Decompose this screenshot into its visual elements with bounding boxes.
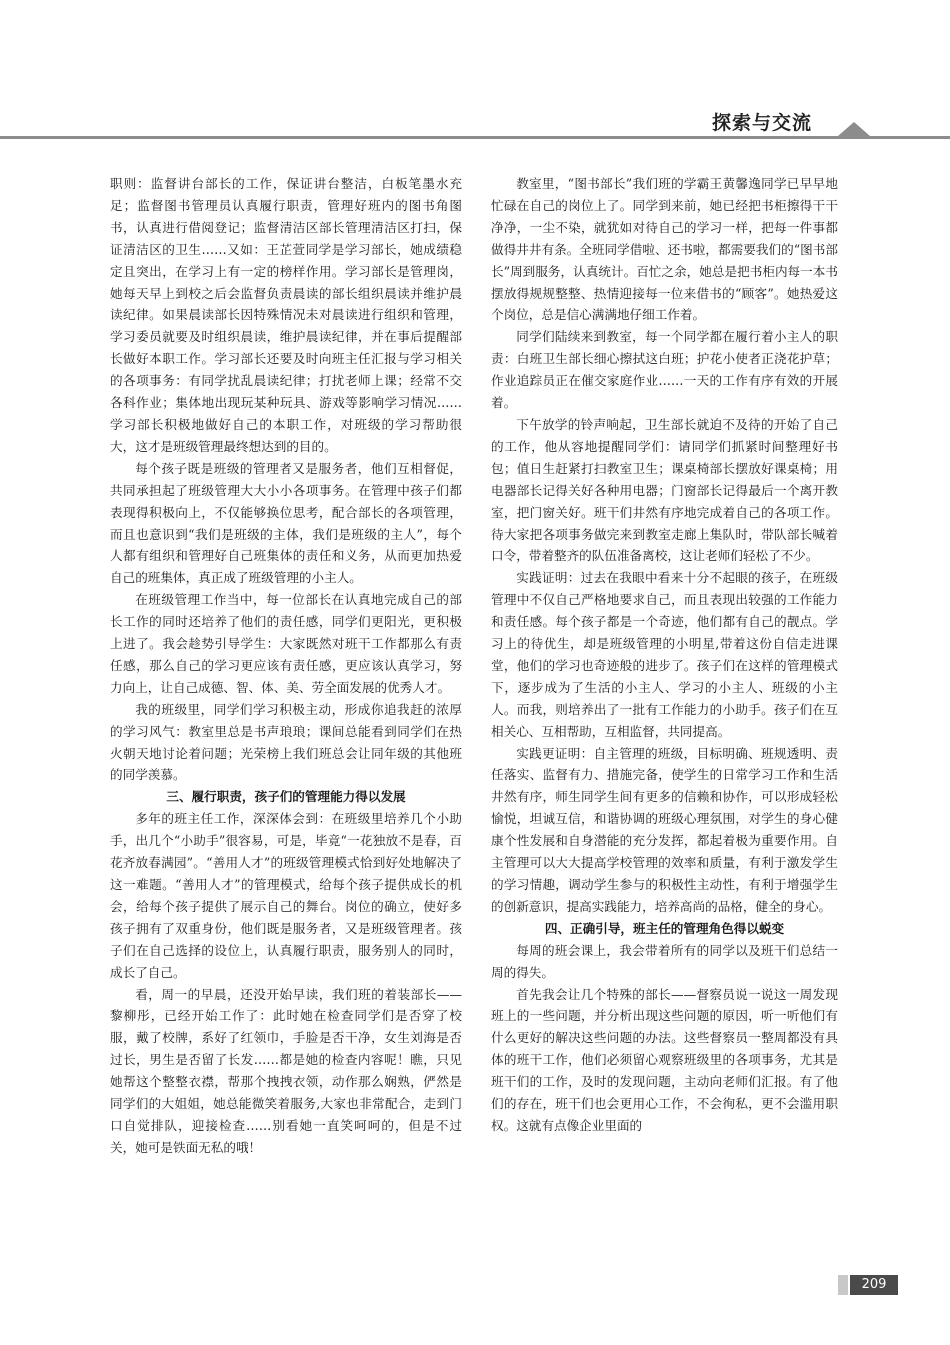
paragraph: 同学们陆续来到教室，每一个同学都在履行着小主人的职责：白班卫生部长细心擦拭这白班；护花小使者正浇花护草；作业追踪员正在催交家庭作业……一天的工作有序有效的开展着。	[491, 329, 838, 411]
paragraph: 每个孩子既是班级的管理者又是服务者，他们互相督促，共同承担起了班级管理大大小小各项事务。在管理中孩子们都表现得积极向上，不仅能够换位思考，配合部长的各项管理，而且也意识到“我们是班级的主体，我们是班级的主人”，每个人都有组织和管理好自己班集体的责任和义务，从而更加热爱自己的班集体，真正成了班级管理的小主人。	[110, 460, 462, 586]
section-heading: 四、正确引导，班主任的管理角色得以蜕变	[544, 920, 785, 936]
page-number-bar	[838, 1275, 848, 1295]
paragraph: 下午放学的铃声响起，卫生部长就迫不及待的开始了自己的工作，他从容地提醒同学们：请同学们抓紧时间整理好书包；值日生赶紧打扫教室卫生；课桌椅部长摆放好课桌椅；用电器部长记得关好各种用电器；门窗部长记得最后一个离开教室，把门窗关好。班干们井然有序地完成着自己的各项工作。待大家把各项事务做完来到教室走廊上集队时，带队部长喊着口令，带着整齐的队伍准备离校，这让老师们轻松了不少。	[491, 416, 838, 564]
paragraph: 多年的班主任工作，深深体会到：在班级里培养几个小助手，出几个“小助手”很容易，可是，毕竟“一花独放不是春，百花齐放春满园”。“善用人才”的班级管理模式恰到好处地解决了这一难题。“善用人才”的管理模式，给每个孩子提供成长的机会，给每个孩子提供了展示自己的舞台。岗位的确立，使好多孩子拥有了双重身份，他们既是服务者，又是班级管理者。孩子们在自己选择的设位上，认真履行职责，服务别人的同时，成长了自己。	[110, 811, 462, 980]
paragraph: 教室里，“图书部长”我们班的学霸王黄馨逸同学已早早地忙碌在自己的岗位上了。同学到来前，她已经把书柜擦得干干净净，一尘不染，就犹如对待自己的学习一样，把每一件事都做得井井有条。全班同学借啦、还书啦，都需要我们的“图书部长”周到服务，认真统计。百忙之余，她总是把书柜内每一本书摆放得规规整整、热情迎接每一位来借书的“顾客”。她热爱这个岗位，总是信心满满地仔细工作着。	[491, 176, 838, 323]
paragraph: 实践更证明：自主管理的班级，目标明确、班规透明、责任落实、监督有力、措施完备，使学生的日常学习工作和生活井然有序，师生同学生间有更多的信赖和协作，可以形成轻松愉悦，坦诚互信，和谐协调的班级心理氛围，对学生的身心健康个性发展和自身潜能的充分发挥，都起着极为重要作用。自主管理可以大大提高学校管理的效率和质量，有利于激发学生的学习情趣，调动学生参与的积极性主动性，有利于增强学生的创新意识，提高实践能力，培养高尚的品格，健全的身心。	[491, 745, 838, 914]
section-header	[0, 100, 950, 140]
page-number: 209	[850, 1275, 898, 1295]
paragraph: 我的班级里，同学们学习积极主动，形成你追我赶的浓厚的学习风气：教室里总是书声琅琅；课间总能看到同学们在热火朝天地讨论着问题；光荣榜上我们班总会让同年级的其他班的同学羡慕。	[110, 701, 462, 783]
paragraph: 职则：监督讲台部长的工作，保证讲台整洁，白板笔墨水充足；监督图书管理员认真履行职责，管理好班内的图书角图书，认真进行借阅登记；监督清洁区部长管理清洁区打扫，保证清洁区的卫生……又如：王芷萱同学是学习部长，她成绩稳定且突出，在学习上有一定的榜样作用。学习部长是管理岗，她每天早上到校之后会监督负责晨读的部长组织晨读并维护晨读纪律。如果晨读部长因特殊情况未对晨读进行组织和管理，学习委员就要及时组织晨读，维护晨读纪律，并在事后提醒部长做好本职工作。学习部长还要及时向班主任汇报与学习相关的各项事务：有同学扰乱晨读纪律；打扰老师上课；经常不交各科作业；集体地出现玩某种玩具、游戏等影响学习情况……学习部长积极地做好自己的本职工作，对班级的学习帮助很大，这才是班级管理最终想达到的目的。	[110, 176, 462, 454]
right-column	[491, 173, 838, 1137]
paragraph: 看，周一的早晨，还没开始早读，我们班的着装部长——黎柳彤，已经开始工作了：此时她在检查同学们是否穿了校服，戴了校牌，系好了红领巾，手脸是否干净，女生刘海是否过长，男生是否留了长发……都是她的检查内容呢！瞧，只见她帮这个整整衣襟，帮那个拽拽衣领，动作那么娴熟，俨然是同学们的大姐姐，她总能微笑着服务,大家也非常配合，走到门口自觉排队，迎接检查……别看她一直笑呵呵的，但是不过关，她可是铁面无私的哦！	[110, 986, 462, 1155]
header-triangle-icon	[838, 122, 870, 136]
left-column	[110, 173, 462, 1159]
section-title: 探索与交流	[712, 112, 813, 134]
paragraph: 实践证明：过去在我眼中看来十分不起眼的孩子，在班级管理中不仅自己严格地要求自己，而且表现出较强的工作能力和责任感。每个孩子都是一个奇迹，他们都有自己的靓点。学习上的待优生，却是班级管理的小明星,带着这份自信走进课堂，他们的学习也奇迹般的进步了。孩子们在这样的管理模式下，逐步成为了生活的小主人、学习的小主人、班级的小主人。而我，则培养出了一批有工作能力的小助手。孩子们在互相关心、互相帮助，互相监督，共同提高。	[491, 570, 838, 739]
paragraph: 首先我会让几个特殊的部长——督察员说一说这一周发现班上的一些问题，并分析出现这些问题的原因，听一听他们有什么更好的解决这些问题的办法。这些督察员一整周都没有具体的班干工作，他们必须留心观察班级里的各项事务，尤其是班干们的工作，及时的发现问题，主动向老师们汇报。有了他们的存在，班干们也会更用心工作，不会徇私，更不会滥用职权。这就有点像企业里面的	[491, 986, 838, 1133]
paragraph: 在班级管理工作当中，每一位部长在认真地完成自己的部长工作的同时还培养了他们的责任感，同学们更阳光，更积极上进了。我会趁势引导学生：大家既然对班干工作都那么有责任感，那么自己的学习更应该有责任感，更应该认真学习，努力向上，让自己成德、智、体、美、劳全面发展的优秀人才。	[110, 592, 462, 695]
paragraph: 每周的班会课上，我会带着所有的同学以及班干们总结一周的得失。	[491, 942, 838, 980]
section-heading: 三、履行职责，孩子们的管理能力得以发展	[166, 789, 406, 805]
header-rule	[0, 136, 950, 139]
